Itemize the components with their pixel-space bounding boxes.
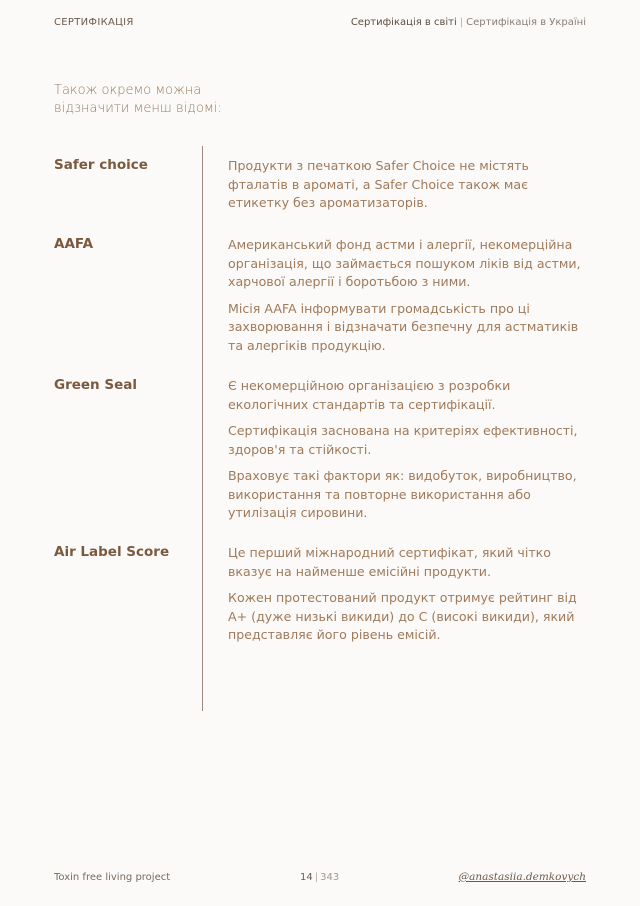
entry-body (228, 377, 588, 531)
page-number (300, 872, 339, 883)
vertical-divider (202, 146, 203, 711)
entry-body (228, 544, 588, 653)
entry-paragraph: Місія AAFA інформувати громадськість про ці захворювання і відзначати безпечну для астматиків та алергіків продукцію. (228, 300, 579, 353)
entry-paragraph: Кожен протестований продукт отримує рейтинг від А+ (дуже низькі викиди) до С (високі викиди), який представляє його рівень емісій. (228, 590, 577, 642)
footer-project-name: Toxin free living project (54, 872, 171, 883)
entry-title: AAFA (54, 236, 94, 252)
total-pages: 343 (320, 872, 340, 883)
entry-paragraph: Враховує такі фактори як: видобуток, виробництво, використання та повторне використання або утилізація сировини. (228, 468, 577, 520)
entry-paragraph: Сертифікація заснована на критеріях ефективності, здоров'я та стійкості. (228, 423, 578, 457)
section-title: СЕРТИФІКАЦІЯ (54, 17, 134, 28)
entry-paragraph: Американський фонд астми і алергії, некомерційна організація, що займається пошуком ліків від астми, харчової алергії і боротьбою з ними. (228, 237, 581, 289)
current-page: 14 (300, 872, 313, 883)
header-nav (351, 17, 586, 28)
entry-title: Air Label Score (54, 544, 170, 560)
entry-paragraph: Це перший міжнародний сертифікат, який чітко вказує на найменше емісійні продукти. (228, 545, 551, 579)
nav-separator: | (459, 17, 464, 28)
author-handle-link[interactable]: @anastasiia.demkovych (458, 871, 586, 883)
entry-paragraph: Є некомерційною організацією з розробки екологічних стандартів та сертифікації. (228, 378, 511, 412)
entry-title: Green Seal (54, 377, 137, 393)
entry-title: Safer choice (54, 157, 148, 173)
entry-body (228, 157, 588, 221)
page-separator: | (314, 872, 319, 883)
nav-link-world[interactable]: Сертифікація в світі (350, 17, 457, 28)
nav-link-ukraine[interactable]: Сертифікація в Україні (466, 17, 586, 28)
intro-text: Також окремо можна відзначити менш відомі: (54, 83, 222, 116)
entry-body (228, 236, 588, 363)
entry-paragraph: Продукти з печаткою Safer Choice не містять фталатів в ароматі, а Safer Choice також має етикетку без ароматизаторів. (228, 158, 529, 210)
